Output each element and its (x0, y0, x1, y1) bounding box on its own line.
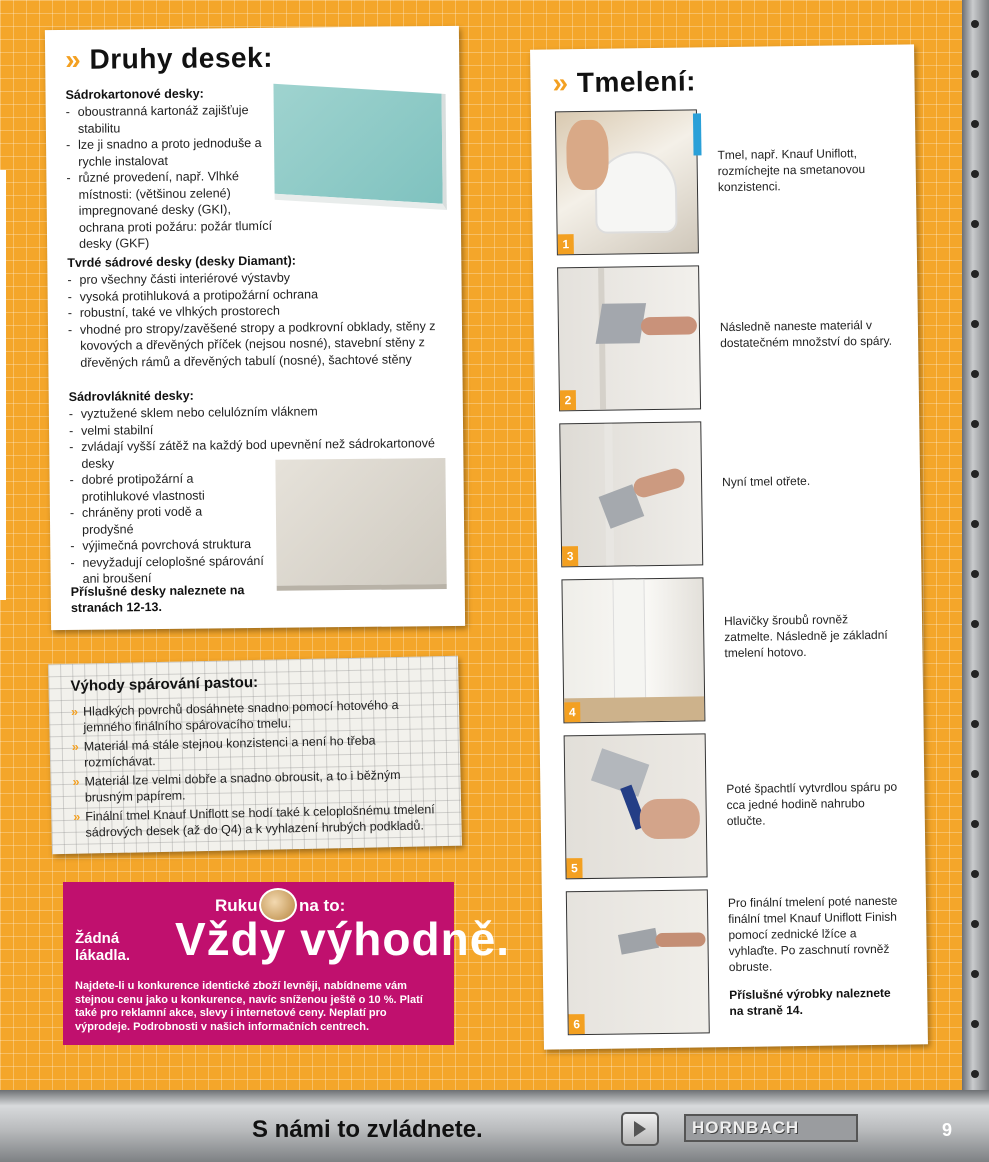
hornbach-logo: HORNBACH (684, 1114, 858, 1142)
step-1-photo (555, 109, 699, 255)
promo-na-to: na to: (299, 896, 346, 915)
page-footer (0, 1090, 989, 1162)
filling-card (530, 44, 928, 1049)
list-item: » Finální tmel Knauf Uniflott se hodí také k celoplošnému tmelení sádrových desek (až do Q4) a k vyhlazení hrubých podkladů. (73, 801, 444, 841)
step-3-number: 3 (562, 546, 578, 566)
step-5-text: Poté špachtlí vytvrdlou spáru po cca jedné hodině nahrubo otlučte. (726, 779, 898, 829)
boards-page-reference: Příslušné desky naleznete na stranách 12-13. (70, 583, 245, 615)
list-item: » Materiál má stále stejnou konzistenci a není ho třeba rozmíchávat. (72, 731, 443, 771)
list-item: - vhodné pro stropy/zavěšené stropy a podkrovní obklady, stěny z kovových a dřevěných příček (nejsou nosné), stavební stěny z dřevěných rámů a dřevěných tabulí (nosné), šachtové stěny (68, 317, 448, 370)
promo-slogan: Vždy výhodně. (175, 913, 511, 965)
step-1-number: 1 (558, 234, 574, 254)
advantages-card (48, 656, 462, 855)
list-item: - chráněny proti vodě a prodyšné (70, 503, 232, 538)
diamant-title: Tvrdé sádrové desky (desky Diamant): (67, 253, 296, 270)
step-2-text: Následně naneste materiál v dostatečném množství do spáry. (719, 317, 893, 351)
footer-slogan: S námi to zvládnete. (252, 1116, 483, 1143)
board-types-card (45, 26, 465, 630)
step-4-photo (561, 577, 705, 723)
step-4-number: 4 (564, 702, 580, 722)
diamant-section (67, 252, 448, 371)
list-item: - výjimečná povrchová struktura (70, 536, 272, 555)
filling-heading: » Tmelení: (552, 65, 697, 99)
next-arrow-icon[interactable] (621, 1112, 659, 1146)
promo-text: Najdete-li u konkurence identické zboží levněji, nabídneme vám stejnou cenu jako u konkurence, navíc sníženou ještě o 10 %. Platí také pro reklamní akce, slevy i internetové ceny. Neplatí pro výprodeje. Podrobnosti v našich informačních centrech. (75, 980, 423, 1033)
list-item: - oboustranná kartonáž zajišťuje stabilitu (66, 102, 276, 137)
plasterboard-section (65, 86, 277, 253)
list-item: - nevyžadují celoplošné spárování ani broušení (70, 552, 272, 587)
step-3-text: Nyní tmel otřete. (721, 473, 811, 490)
board-types-heading: » Druhy desek: (65, 41, 274, 75)
step-3-photo (559, 421, 703, 567)
fiberboard-title: Sádrovláknité desky: (68, 388, 194, 404)
step-5-photo (564, 733, 708, 879)
page-number: 9 (942, 1120, 953, 1140)
list-item: - pro všechny části interiérové výstavby (67, 268, 447, 288)
step-6-number: 6 (569, 1014, 585, 1034)
blue-accent-bar (693, 113, 702, 155)
binder-rail (962, 0, 989, 1090)
list-item: - lze ji snadno a proto jednoduše a rychle instalovat (66, 135, 276, 170)
fiberboard-section (69, 386, 455, 588)
list-item: - dobré protipožární a protihlukové vlastnosti (69, 470, 231, 505)
list-item: - různé provedení, např. Vlhké místnosti: (většinou zelené) impregnované desky (GKI), ochrana proti požáru: požár tlumící desky (GKF) (66, 168, 277, 253)
promo-banner (63, 882, 511, 1045)
list-item: » Materiál lze velmi dobře a snadno obrousit, a to i běžným brusným papírem. (72, 766, 443, 806)
step-6-photo (566, 889, 710, 1035)
list-item: - vyztužené sklem nebo celulózním vláknem (69, 402, 453, 423)
step-2-photo (557, 265, 701, 411)
plasterboard-title: Sádrokartonové desky: (65, 86, 204, 102)
step-6-text: Pro finální tmelení poté naneste finální tmel Knauf Uniflott Finish pomocí zednické lžíce a vyhlaďte. Po zaschnutí rovněž obruste. (727, 893, 898, 975)
list-item: - vysoká protihluková a protipožární ochrana (68, 284, 448, 304)
list-item: » Hladkých povrchů dosáhnete snadno pomocí hotového a jemného finálního spárovacího tmelu. (71, 696, 442, 736)
promo-ruku: Ruku (215, 896, 258, 915)
list-item: - robustní, také ve vlhkých prostorech (68, 301, 448, 321)
advantages-title: Výhody spárování pastou: (70, 673, 259, 695)
step-5-number: 5 (566, 858, 582, 878)
step-1-text: Tmel, např. Knauf Uniflott, rozmíchejte na smetanovou konzistenci. (717, 146, 866, 195)
step-2-number: 2 (560, 390, 576, 410)
list-item: - zvládají vyšší zátěž na každý bod upevnění než sádrokartonové desky (69, 435, 453, 472)
promo-no-gimmicks: Žádná lákadla. (75, 930, 131, 964)
plasterboard-image (273, 84, 446, 210)
list-item: - velmi stabilní (69, 418, 453, 439)
step-4-text: Hlavičky šroubů rovněž zatmelte. Následně je základní tmelení hotovo. (723, 612, 888, 661)
products-page-reference: Příslušné výrobky naleznete na straně 14. (729, 985, 891, 1019)
previous-page-edge (0, 170, 6, 600)
